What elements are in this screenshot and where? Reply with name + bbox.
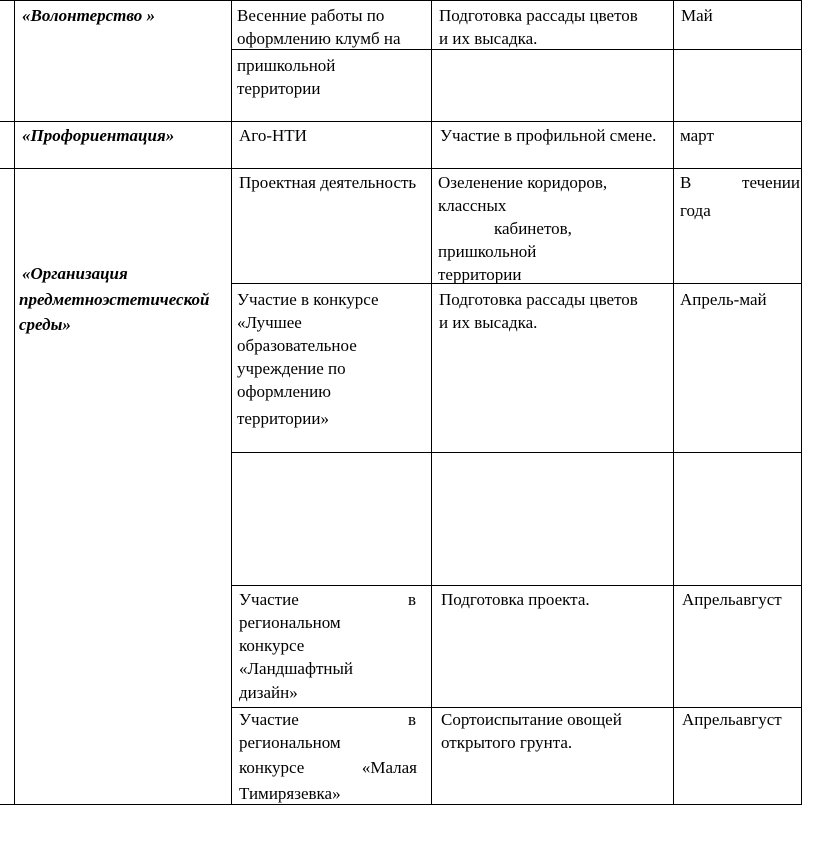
time-cell: март (680, 126, 714, 145)
event-line: региональном (239, 613, 341, 632)
event-line: пришкольной (237, 56, 336, 75)
time-cell: Апрельавгуст (682, 710, 782, 729)
direction-environment: предметноэстетической (19, 290, 210, 309)
content-line: пришкольной (438, 242, 537, 261)
event-word: «Малая (361, 758, 417, 777)
content-line: открытого грунта. (441, 733, 573, 752)
content-line: классных (438, 196, 507, 215)
row-line (0, 168, 802, 169)
time-cell: года (680, 201, 711, 220)
time-cell (680, 171, 800, 194)
event-line: образовательное (237, 336, 357, 355)
row-line (0, 121, 802, 122)
event-word: в (407, 710, 416, 729)
time-word: В (680, 173, 692, 192)
time-cell: Май (681, 6, 713, 25)
direction-volunteering: «Волонтерство » (22, 6, 156, 25)
direction-environment: среды» (19, 315, 71, 334)
event-line: оформлению (237, 382, 331, 401)
event-line: оформлению клумб на (237, 29, 401, 48)
event-line: Весенние работы по (237, 6, 385, 25)
event-line: территории (237, 79, 321, 98)
event-word: Участие (239, 710, 299, 729)
direction-career: «Профориентация» (22, 126, 175, 145)
content-cell: Участие в профильной смене. (440, 126, 657, 145)
col-line (431, 0, 432, 805)
event-word: в (407, 590, 416, 609)
content-line: территории (438, 265, 522, 284)
event-line (239, 588, 416, 611)
event-line: конкурсе (239, 636, 305, 655)
row-line (231, 585, 802, 586)
event-line: региональном (239, 733, 341, 752)
row-line (231, 452, 802, 453)
content-line: Подготовка рассады цветов (439, 6, 638, 25)
event-line (239, 756, 417, 779)
content-line: и их высадка. (439, 313, 538, 332)
content-line: Озеленение коридоров, (438, 173, 608, 192)
event-word: конкурсе (239, 758, 305, 777)
col-line (801, 0, 802, 805)
row-line (0, 0, 802, 1)
col-line (673, 0, 674, 805)
event-line: «Ландшафтный (239, 659, 354, 678)
time-cell: Апрель-май (680, 290, 767, 309)
event-line: «Лучшее (237, 313, 302, 332)
content-line: Подготовка рассады цветов (439, 290, 638, 309)
event-line: дизайн» (239, 683, 298, 702)
col-line (231, 0, 232, 805)
row-line (0, 804, 802, 805)
time-word: течении (742, 173, 800, 192)
event-line: территории» (237, 409, 329, 428)
event-cell: Проектная деятельность (239, 173, 417, 192)
event-line: учреждение по (237, 359, 346, 378)
direction-environment: «Организация (22, 264, 128, 283)
event-cell: Аго-НТИ (239, 126, 307, 145)
content-line: Сортоиспытание овощей (441, 710, 622, 729)
content-cell: Подготовка проекта. (441, 590, 590, 609)
content-line: и их высадка. (439, 29, 538, 48)
event-line: Тимирязевка» (239, 784, 341, 803)
content-line: кабинетов, (494, 219, 572, 238)
time-cell: Апрельавгуст (682, 590, 782, 609)
event-line (239, 708, 416, 731)
event-line: Участие в конкурсе (237, 290, 379, 309)
event-word: Участие (239, 590, 299, 609)
col-line (14, 0, 15, 805)
